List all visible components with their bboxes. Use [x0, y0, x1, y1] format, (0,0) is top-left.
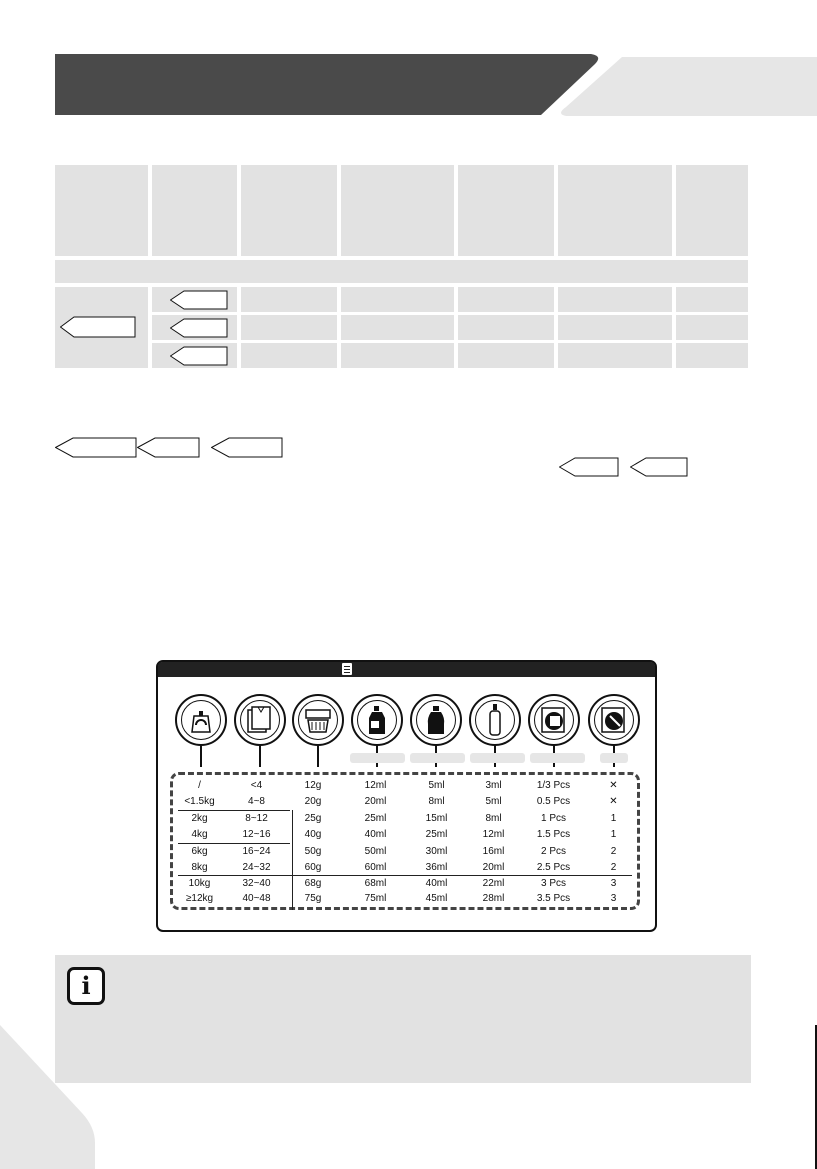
icon-stem — [200, 745, 202, 767]
sheets-cell: 3 — [610, 878, 617, 889]
panel-title-bar — [158, 662, 655, 677]
softener-cell: 36ml — [425, 862, 448, 873]
arrow-tag-icon — [170, 290, 228, 310]
spray-cell: 16ml — [482, 846, 505, 857]
table-header-cell — [152, 165, 237, 256]
table-cell — [458, 315, 554, 340]
table-row — [176, 876, 636, 892]
items-cell: <4 — [250, 780, 263, 791]
powder-cell: 75g — [304, 893, 322, 904]
liquid-cell: 50ml — [364, 846, 387, 857]
liquid-cell: 20ml — [364, 796, 387, 807]
label-pill — [600, 753, 628, 763]
arrow-tag-icon — [55, 437, 137, 458]
load-cell: 10kg — [188, 878, 211, 889]
powder-cell: 20g — [304, 796, 322, 807]
pods-cell: 3 Pcs — [540, 878, 566, 889]
liquid-cell: 40ml — [364, 829, 387, 840]
softener-cell: 30ml — [425, 846, 448, 857]
table-cell — [458, 343, 554, 368]
spray-cell: 3ml — [485, 780, 502, 791]
load-cell: / — [198, 780, 201, 791]
pods-cell: 1 Pcs — [540, 813, 566, 824]
table-cell — [558, 315, 672, 340]
pods-cell: 2 Pcs — [540, 846, 566, 857]
table-cell — [558, 287, 672, 312]
liquid-cell: 60ml — [364, 862, 387, 873]
powder-cell: 68g — [304, 878, 322, 889]
spray-cell: 12ml — [482, 829, 505, 840]
liquid-cell: 25ml — [364, 813, 387, 824]
items-cell: 16~24 — [242, 846, 271, 857]
arrow-tag-icon — [60, 316, 136, 338]
table-row — [176, 827, 636, 843]
sheets-cell: 1 — [610, 829, 617, 840]
load-cell: 8kg — [191, 862, 208, 873]
table-row — [176, 891, 636, 907]
table-cell — [676, 315, 748, 340]
table-header-cell — [558, 165, 672, 256]
arrow-tag-icon — [170, 318, 228, 338]
arrow-tag-icon — [137, 437, 200, 458]
powder-cell: 60g — [304, 862, 322, 873]
clothes-icon — [234, 694, 286, 746]
powder-cell: 12g — [304, 780, 322, 791]
items-cell: 12~16 — [242, 829, 271, 840]
liquid-cell: 75ml — [364, 893, 387, 904]
softener-cell: 5ml — [428, 780, 445, 791]
table-cell — [676, 287, 748, 312]
scale-icon — [175, 694, 227, 746]
items-cell: 4~8 — [248, 796, 265, 807]
pods-cell: 1/3 Pcs — [536, 780, 571, 791]
sheets-cell: 2 — [610, 862, 617, 873]
arrow-tag-icon — [170, 346, 228, 366]
label-pill — [470, 753, 525, 763]
table-row — [176, 860, 636, 876]
powder-basket-icon — [292, 694, 344, 746]
spray-bottle-icon — [469, 694, 521, 746]
sheets-cell: 1 — [610, 813, 617, 824]
liquid-cell: 12ml — [364, 780, 387, 791]
softener-cell: 25ml — [425, 829, 448, 840]
table-section-row — [55, 260, 748, 283]
table-cell — [241, 287, 337, 312]
label-pill — [530, 753, 585, 763]
items-cell: 8~12 — [245, 813, 268, 824]
pods-cell: 1.5 Pcs — [536, 829, 571, 840]
sheets-cell: ✕ — [609, 780, 618, 791]
spray-cell: 28ml — [482, 893, 505, 904]
softener-cell: 15ml — [425, 813, 448, 824]
softener-cell: 8ml — [428, 796, 445, 807]
items-cell: 40~48 — [242, 893, 271, 904]
table-header-cell — [676, 165, 748, 256]
document-icon — [342, 663, 352, 675]
arrow-tag-icon — [630, 457, 688, 477]
label-pill — [410, 753, 465, 763]
info-icon: i — [67, 967, 105, 1005]
load-cell: <1.5kg — [184, 796, 215, 807]
arrow-tag-icon — [559, 457, 619, 477]
load-cell: ≥12kg — [185, 893, 214, 904]
sheets-cell: 3 — [610, 893, 617, 904]
softener-cell: 45ml — [425, 893, 448, 904]
load-cell: 4kg — [191, 829, 208, 840]
table-header-cell — [55, 165, 148, 256]
powder-cell: 25g — [304, 813, 322, 824]
table-cell — [341, 343, 454, 368]
load-cell: 6kg — [191, 846, 208, 857]
spray-cell: 5ml — [485, 796, 502, 807]
arrow-tag-icon — [211, 437, 283, 458]
sheet-icon — [588, 694, 640, 746]
table-row — [176, 794, 636, 810]
table-header-cell — [341, 165, 454, 256]
icon-stem — [259, 745, 261, 767]
label-pill — [350, 753, 405, 763]
pod-icon — [528, 694, 580, 746]
load-cell: 2kg — [191, 813, 208, 824]
table-cell — [458, 287, 554, 312]
spray-cell: 20ml — [482, 862, 505, 873]
table-row — [176, 844, 636, 860]
table-cell — [341, 315, 454, 340]
spray-cell: 8ml — [485, 813, 502, 824]
table-cell — [676, 343, 748, 368]
sheets-cell: ✕ — [609, 796, 618, 807]
icon-stem — [317, 745, 319, 767]
softener-cell: 40ml — [425, 878, 448, 889]
items-cell: 24~32 — [242, 862, 271, 873]
table-cell — [241, 343, 337, 368]
section-tab — [560, 57, 817, 116]
powder-cell: 50g — [304, 846, 322, 857]
table-row — [176, 811, 636, 827]
table-header-cell — [241, 165, 337, 256]
items-cell: 32~40 — [242, 878, 271, 889]
softener-bottle-icon — [410, 694, 462, 746]
table-row — [176, 778, 636, 794]
table-cell — [241, 315, 337, 340]
spray-cell: 22ml — [482, 878, 505, 889]
page-corner — [0, 1025, 95, 1169]
pods-cell: 0.5 Pcs — [536, 796, 571, 807]
table-header-cell — [458, 165, 554, 256]
liquid-detergent-icon — [351, 694, 403, 746]
info-box — [55, 955, 751, 1083]
header-banner — [55, 54, 600, 115]
pods-cell: 3.5 Pcs — [536, 893, 571, 904]
table-cell — [341, 287, 454, 312]
powder-cell: 40g — [304, 829, 322, 840]
sheets-cell: 2 — [610, 846, 617, 857]
liquid-cell: 68ml — [364, 878, 387, 889]
pods-cell: 2.5 Pcs — [536, 862, 571, 873]
table-cell — [558, 343, 672, 368]
